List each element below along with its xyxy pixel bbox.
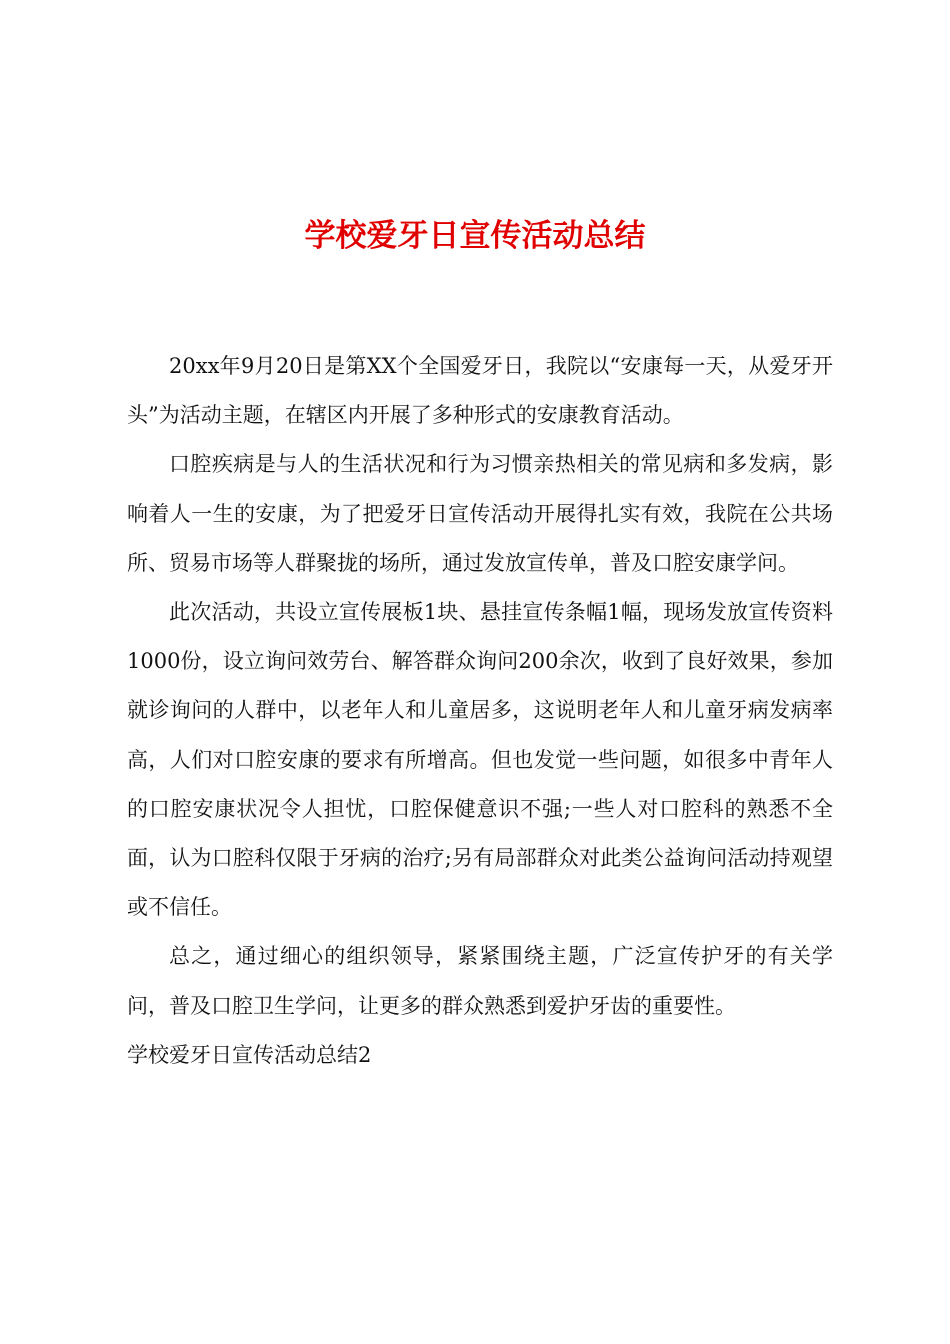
paragraph-activity-details: 此次活动，共设立宣传展板1块、悬挂宣传条幅1幅，现场发放宣传资料1000份，设立询问效劳台、解答群众询问200余次，收到了良好效果，参加就诊询问的人群中，以老年人和儿童居多，这说明老年人和儿童牙病发病率高，人们对口腔安康的要求有所增高。但也发觉一些问题，如很多中青年人的口腔安康状况令人担忧，口腔保健意识不强;一些人对口腔科的熟悉不全面，认为口腔科仅限于牙病的治疗;另有局部群众对此类公益询问活动持观望或不信任。: [127, 600, 833, 920]
next-section-heading: 学校爱牙日宣传活动总结2: [127, 1042, 372, 1067]
document-body: [127, 342, 833, 1080]
document-title: 学校爱牙日宣传活动总结: [304, 218, 646, 254]
paragraph-intro: 20xx年9月20日是第XX个全国爱牙日，我院以“安康每一天，从爱牙开头”为活动主题，在辖区内开展了多种形式的安康教育活动。: [127, 354, 833, 428]
paragraph-background: 口腔疾病是与人的生活状况和行为习惯亲热相关的常见病和多发病，影响着人一生的安康，为了把爱牙日宣传活动开展得扎实有效，我院在公共场所、贸易市场等人群聚拢的场所，通过发放宣传单，普及口腔安康学问。: [127, 452, 833, 575]
paragraph-conclusion: 总之，通过细心的组织领导，紧紧围绕主题，广泛宣传护牙的有关学问，普及口腔卫生学问，让更多的群众熟悉到爱护牙齿的重要性。: [127, 944, 833, 1018]
